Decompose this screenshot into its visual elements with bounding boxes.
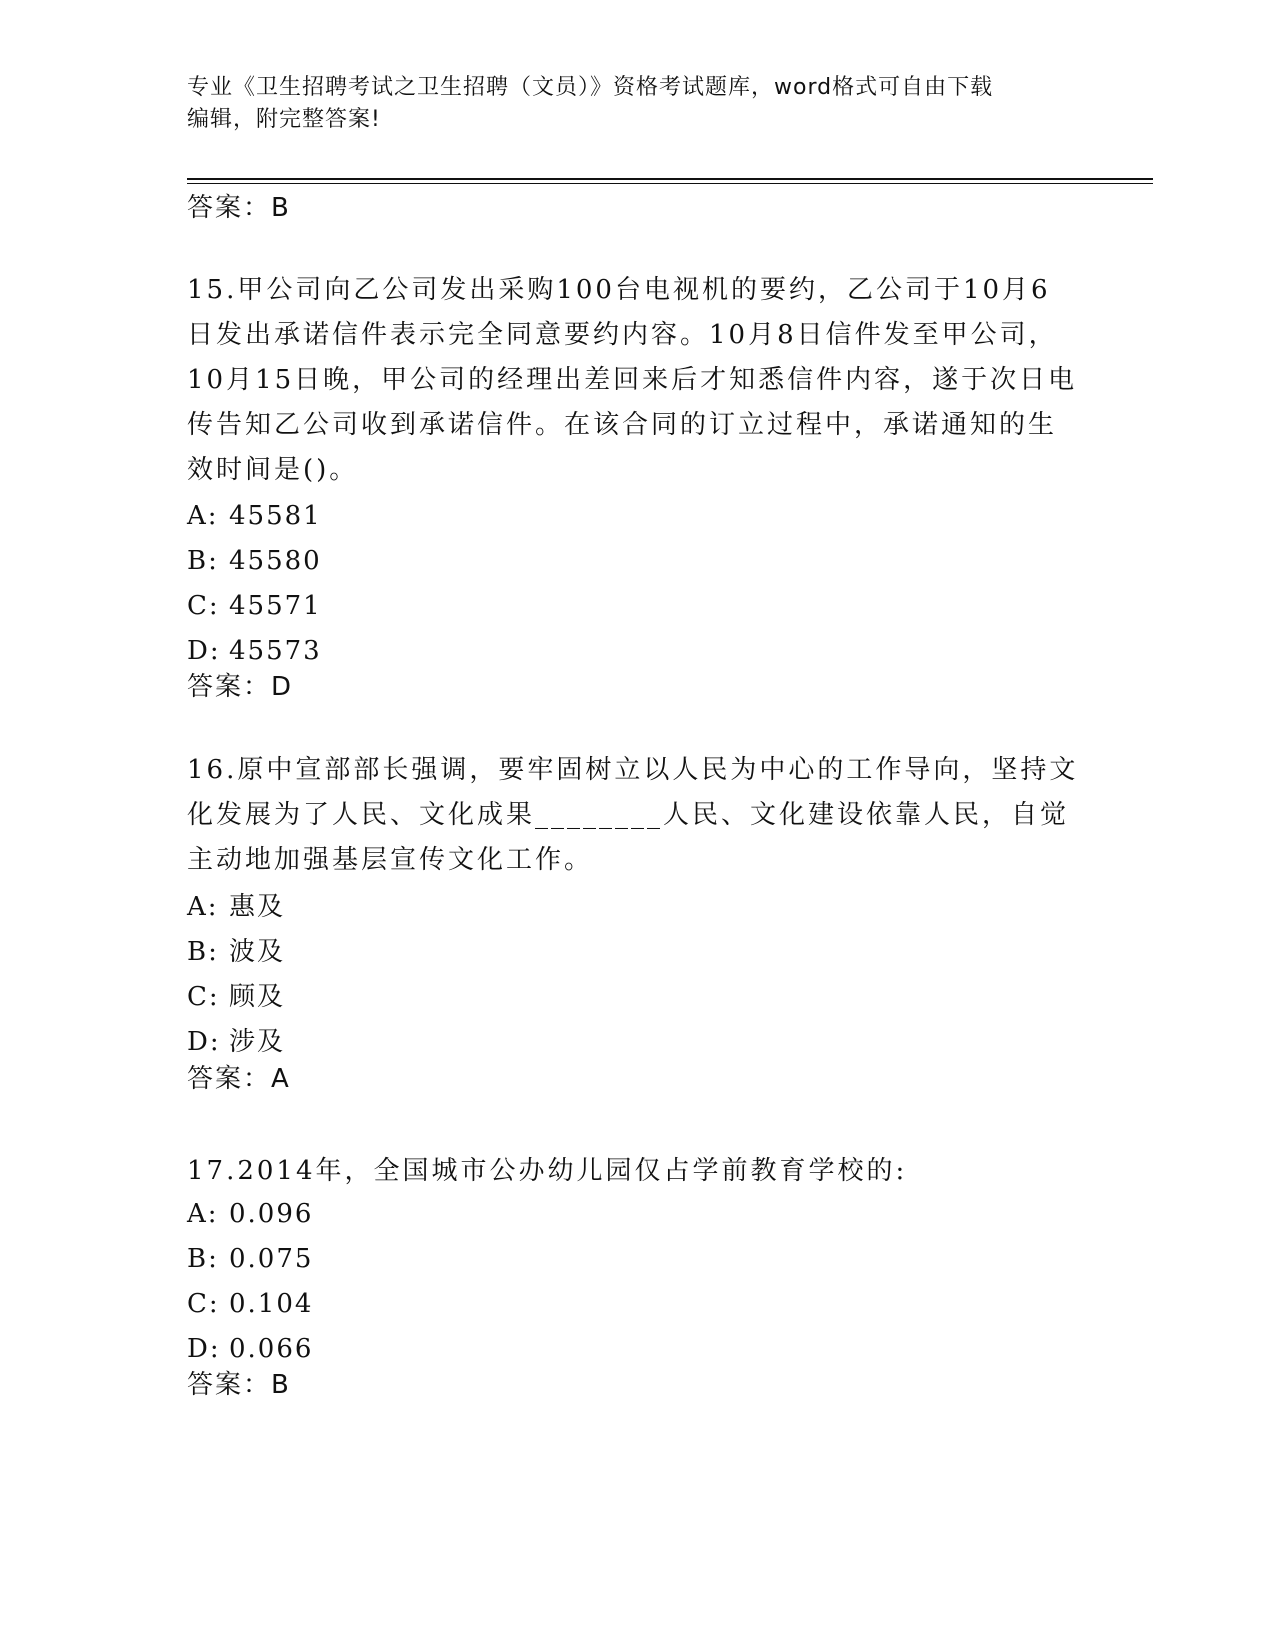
header-divider-thin <box>187 183 1153 184</box>
option-b <box>187 539 1087 584</box>
question-17-stem: 17.2014年，全国城市公办幼儿园仅占学前教育学校的: <box>187 1156 908 1186</box>
option-letter: A: <box>187 1199 219 1229</box>
option-letter: C: <box>187 982 220 1012</box>
option-a <box>187 885 1087 930</box>
option-letter: D: <box>187 1334 221 1364</box>
option-letter: B: <box>187 937 219 967</box>
option-text: 45573 <box>229 636 322 666</box>
answer-line-17: 答案：B <box>187 1370 291 1400</box>
answer-line-16: 答案：A <box>187 1064 291 1094</box>
option-text: 0.075 <box>229 1244 314 1274</box>
header-divider <box>187 178 1153 180</box>
option-text: 45581 <box>229 501 322 531</box>
option-b <box>187 930 1087 975</box>
option-d <box>187 629 1087 674</box>
option-d <box>187 1327 1087 1372</box>
option-text: 0.104 <box>229 1289 314 1319</box>
option-letter: B: <box>187 1244 219 1274</box>
page-header: 专业《卫生招聘考试之卫生招聘（文员）》资格考试题库，word格式可自由下载 编辑，附完整答案! <box>187 75 994 132</box>
option-text: 0.096 <box>229 1199 314 1229</box>
option-text: 波及 <box>229 937 286 967</box>
option-a <box>187 1192 1087 1237</box>
option-c <box>187 1282 1087 1327</box>
option-text: 0.066 <box>229 1334 314 1364</box>
question-15-options <box>187 494 1087 674</box>
option-text: 惠及 <box>229 892 286 922</box>
question-17-options <box>187 1192 1087 1372</box>
option-b <box>187 1237 1087 1282</box>
option-text: 45571 <box>229 591 322 621</box>
option-letter: A: <box>187 501 219 531</box>
option-letter: D: <box>187 636 221 666</box>
option-letter: B: <box>187 546 219 576</box>
option-text: 涉及 <box>229 1027 286 1057</box>
question-16-options <box>187 885 1087 1065</box>
option-text: 45580 <box>229 546 322 576</box>
option-a <box>187 494 1087 539</box>
option-letter: C: <box>187 591 220 621</box>
option-text: 顾及 <box>229 982 286 1012</box>
answer-line-15: 答案：D <box>187 672 294 702</box>
option-letter: A: <box>187 892 219 922</box>
option-c <box>187 975 1087 1020</box>
option-d <box>187 1020 1087 1065</box>
option-c <box>187 584 1087 629</box>
answer-line-14: 答案：B <box>187 193 291 223</box>
option-letter: D: <box>187 1027 221 1057</box>
question-15-stem: 15.甲公司向乙公司发出采购100台电视机的要约，乙公司于10月6 日发出承诺信件表示完全同意要约内容。10月8日信件发至甲公司， 10月15日晚，甲公司的经理出差回来后才知悉信件内容，遂于次日电 传告知乙公司收到承诺信件。在该合同的订立过程中，承诺通知的生 效时间是()。 <box>187 275 1078 485</box>
question-16-stem: 16.原中宣部部长强调，要牢固树立以人民为中心的工作导向，坚持文 化发展为了人民、文化成果________人民、文化建设依靠人民，自觉 主动地加强基层宣传文化工作。 <box>187 755 1079 875</box>
option-letter: C: <box>187 1289 220 1319</box>
